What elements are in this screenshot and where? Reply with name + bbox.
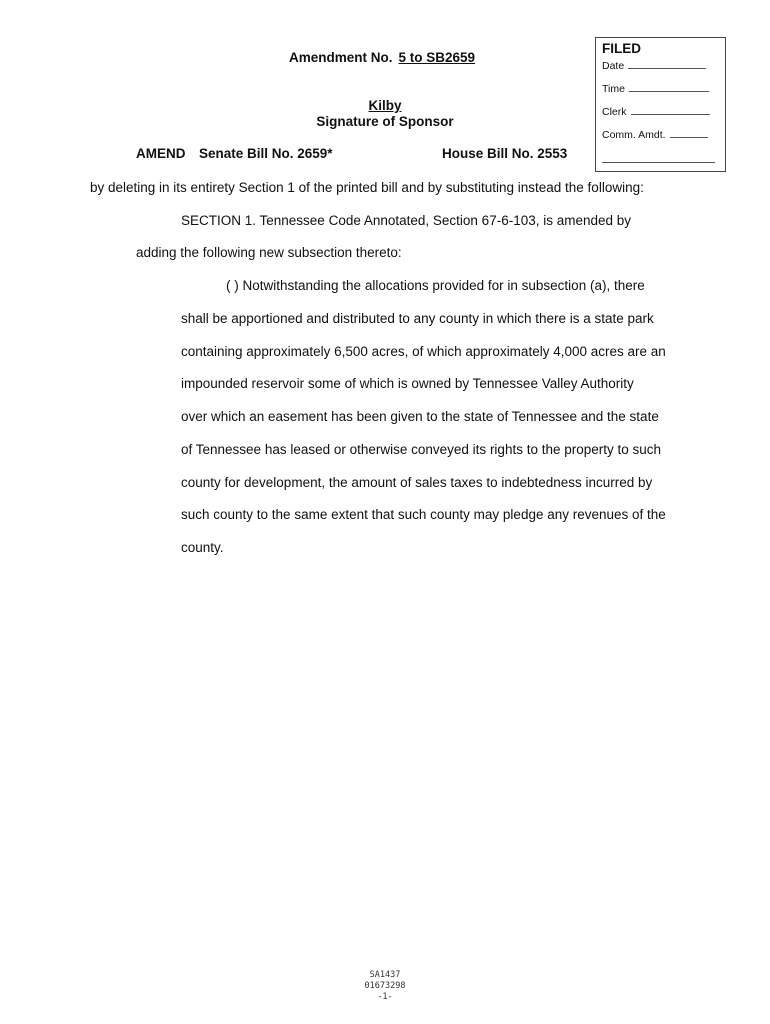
paragraph-line: impounded reservoir some of which is owned by Tennessee Valley Authority [181, 376, 634, 391]
footer-code-2: 01673298 [364, 981, 406, 991]
senate-bill-number: Senate Bill No. 2659* [199, 146, 333, 161]
house-bill-number: House Bill No. 2553 [442, 146, 568, 161]
section-line-2: adding the following new subsection thereto: [136, 245, 402, 260]
filed-date-blank [628, 59, 706, 69]
filed-title: FILED [602, 41, 641, 56]
intro-text: by deleting in its entirety Section 1 of the printed bill and by substituting instead the following: [90, 180, 644, 195]
paragraph-line: of Tennessee has leased or otherwise conveyed its rights to the property to such [181, 442, 662, 457]
paragraph-line: containing approximately 6,500 acres, of which approximately 4,000 acres are an [181, 344, 666, 359]
footer-codes [335, 970, 435, 1003]
page-number: -1- [377, 992, 393, 1002]
sponsor-name: Kilby [368, 98, 402, 113]
paragraph-line: over which an easement has been given to the state of Tennessee and the state [181, 409, 659, 424]
paragraph-line: county. [181, 540, 224, 555]
paragraph-line: county for development, the amount of sales taxes to indebtedness incurred by [181, 475, 653, 490]
sponsor-label: Signature of Sponsor [316, 114, 454, 129]
footer-code-1: SA1437 [369, 970, 401, 980]
filed-comm-label: Comm. Amdt. [602, 129, 666, 141]
filed-box [595, 37, 726, 172]
filed-clerk-blank [631, 105, 710, 115]
filed-clerk-label: Clerk [602, 106, 627, 118]
filed-date-label: Date [602, 60, 625, 72]
paragraph-line: shall be apportioned and distributed to any county in which there is a state park [181, 311, 654, 326]
filed-comm-blank [670, 128, 708, 138]
filed-clerk-row [602, 105, 710, 118]
section-line: SECTION 1. Tennessee Code Annotated, Section 67-6-103, is amended by [181, 213, 632, 228]
filed-extra-blank [602, 162, 715, 163]
filed-time-row [602, 82, 709, 95]
amendment-title [289, 50, 475, 65]
amendment-number: 5 to SB2659 [398, 50, 476, 65]
filed-time-blank [629, 82, 709, 92]
paragraph-line: such county to the same extent that such county may pledge any revenues of the [181, 507, 666, 522]
filed-date-row [602, 59, 706, 72]
amend-word: AMEND [136, 146, 186, 161]
filed-comm-row [602, 128, 708, 141]
filed-time-label: Time [602, 83, 625, 95]
paragraph-line: ( ) Notwithstanding the allocations provided for in subsection (a), there [226, 278, 645, 293]
amendment-label: Amendment No. [289, 50, 393, 65]
